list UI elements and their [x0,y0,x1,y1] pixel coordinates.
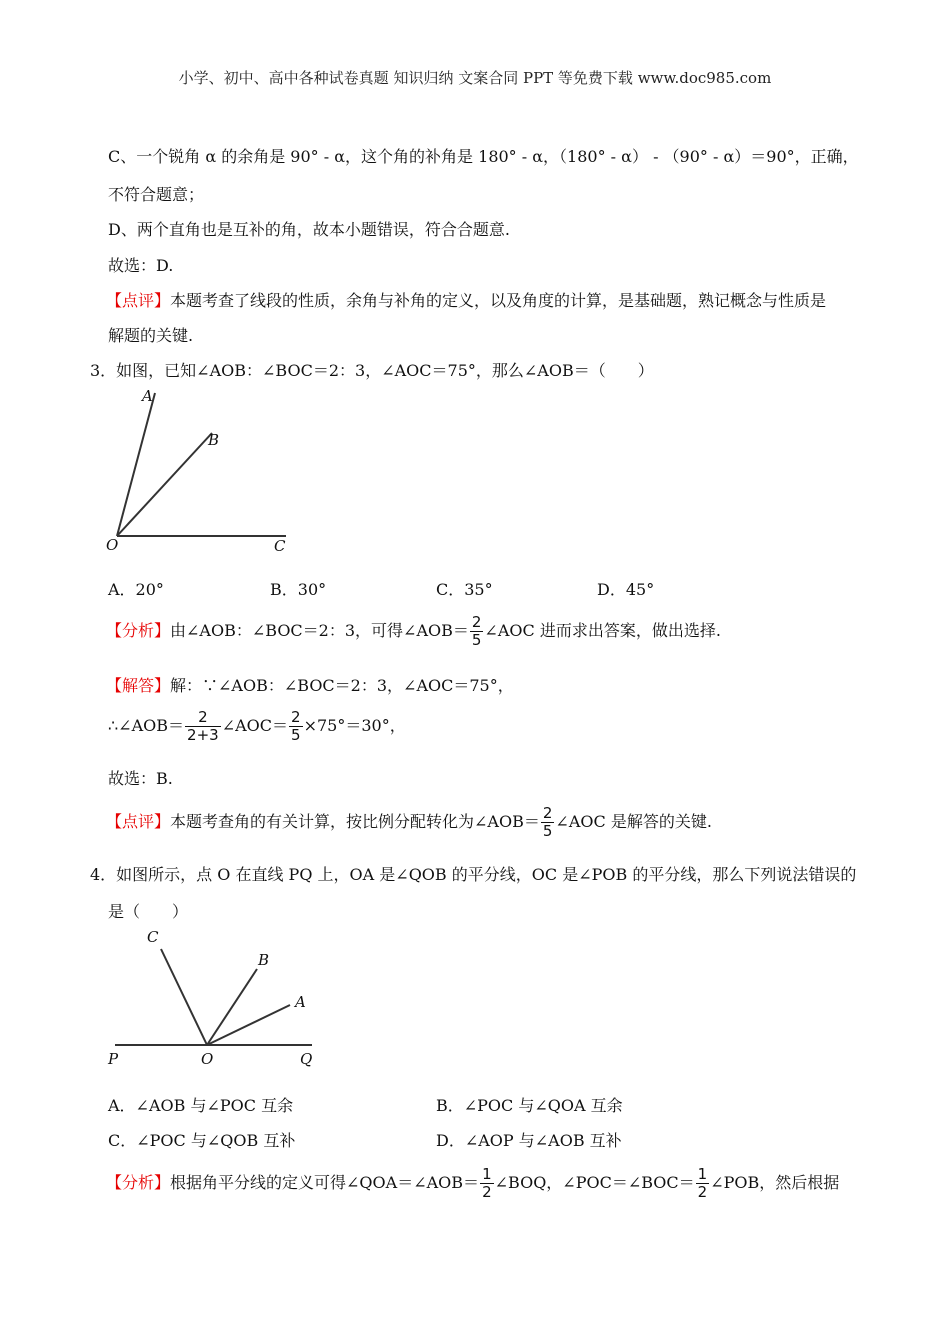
header-text: 小学、初中、高中各种试卷真题 知识归纳 文案合同 PPT 等免费下载 www.doc985.com [178,69,772,87]
label-o: O [106,536,119,554]
fraction [541,805,555,840]
q4-stem-line1: 4．如图所示，点 O 在直线 PQ 上，OA 是∠QOB 的平分线，OC 是∠POB 的平分线，那么下列说法错误的 [90,865,857,884]
frac-denominator: 2+3 [187,726,219,744]
fraction [185,709,221,744]
q3-solution-line1 [106,676,514,696]
frac-numerator: 2 [542,804,553,822]
frac-numerator: 2 [185,709,221,727]
analysis-text: 根据角平分线的定义可得∠QOA＝∠AOB＝ [170,1173,480,1192]
label-q: Q [300,1050,313,1068]
q4-option-b: B．∠POC 与∠QOA 互余 [436,1096,623,1115]
comment-tag: 【点评】 [106,812,171,831]
q4-option-d: D．∠AOP 与∠AOB 互补 [436,1131,622,1150]
fraction [470,614,484,649]
frac-numerator: 1 [482,1165,492,1183]
ray-oc [161,949,207,1045]
label-a: A [295,993,306,1011]
analysis-text: 由∠AOB：∠BOC＝2：3，可得∠AOB＝ [170,621,469,640]
q4-angle-figure [100,925,330,1070]
comment-text: 本题考查角的有关计算，按比例分配转化为∠AOB＝ [170,812,540,831]
label-b: B [208,431,220,449]
page-header [0,68,950,88]
frac-numerator: 2 [291,708,301,726]
q4-stem-line2: 是（ ） [108,902,189,921]
label-o: O [201,1050,214,1068]
q3-option-d: D．45° [597,580,655,599]
q4-analysis [106,1164,839,1202]
q3-option-a: A．20° [108,580,164,599]
solution-mid: ∠AOC＝ [221,716,289,735]
q3-choice: 故选：B. [108,769,173,788]
prev-option-c-line1: C、一个锐角 α 的余角是 90° - α，这个角的补角是 180° - α，（180° - α） - （90° - α）＝90°，正确， [108,147,859,166]
solution-tag: 【解答】 [106,676,171,695]
q3-analysis [106,612,721,650]
prev-choice: 故选：D. [108,256,174,275]
label-c: C [147,928,159,946]
prev-comment-line2: 解题的关键. [108,326,194,345]
fraction [480,1166,494,1201]
frac-denominator: 2 [482,1183,492,1201]
analysis-text-end: ∠POB，然后根据 [710,1173,840,1192]
q4-option-a: A．∠AOB 与∠POC 互余 [108,1096,294,1115]
frac-numerator: 1 [697,1165,708,1183]
q4-option-c: C．∠POC 与∠QOB 互补 [108,1131,296,1150]
analysis-text-end: ∠AOC 进而求出答案，做出选择. [484,621,721,640]
q3-option-b: B．30° [270,580,327,599]
label-a: A [142,387,153,405]
solution-therefore: ∴∠AOB＝ [108,716,185,735]
label-c: C [274,537,286,555]
prev-option-d: D、两个直角也是互补的角，故本小题错误，符合合题意. [108,220,510,239]
analysis-tag: 【分析】 [106,621,171,640]
frac-denominator: 5 [542,822,553,840]
frac-numerator: 2 [471,613,482,631]
q3-comment [106,803,712,841]
solution-result: ×75°＝30°， [303,716,406,735]
frac-denominator: 2 [697,1183,708,1201]
fraction [289,709,303,744]
analysis-mid: ∠BOQ，∠POC＝∠BOC＝ [494,1173,695,1192]
prev-option-c-line2: 不符合题意； [108,185,205,204]
solution-text: 解：∵∠AOB：∠BOC＝2：3，∠AOC＝75°， [170,676,514,695]
fraction [696,1166,710,1201]
q3-solution-line2 [108,707,406,745]
comment-tag: 【点评】 [106,291,171,310]
comment-text: 本题考查了线段的性质，余角与补角的定义，以及角度的计算，是基础题，熟记概念与性质是 [170,291,827,310]
comment-text-end: ∠AOC 是解答的关键. [555,812,712,831]
q3-option-c: C．35° [436,580,493,599]
frac-denominator: 5 [291,726,301,744]
q3-angle-figure [100,385,300,560]
analysis-tag: 【分析】 [106,1173,171,1192]
q3-stem: 3．如图，已知∠AOB：∠BOC＝2：3，∠AOC＝75°，那么∠AOB＝（ ） [90,361,654,380]
prev-comment-line1 [106,291,826,311]
label-b: B [258,951,270,969]
label-p: P [108,1050,119,1068]
frac-denominator: 5 [471,631,482,649]
